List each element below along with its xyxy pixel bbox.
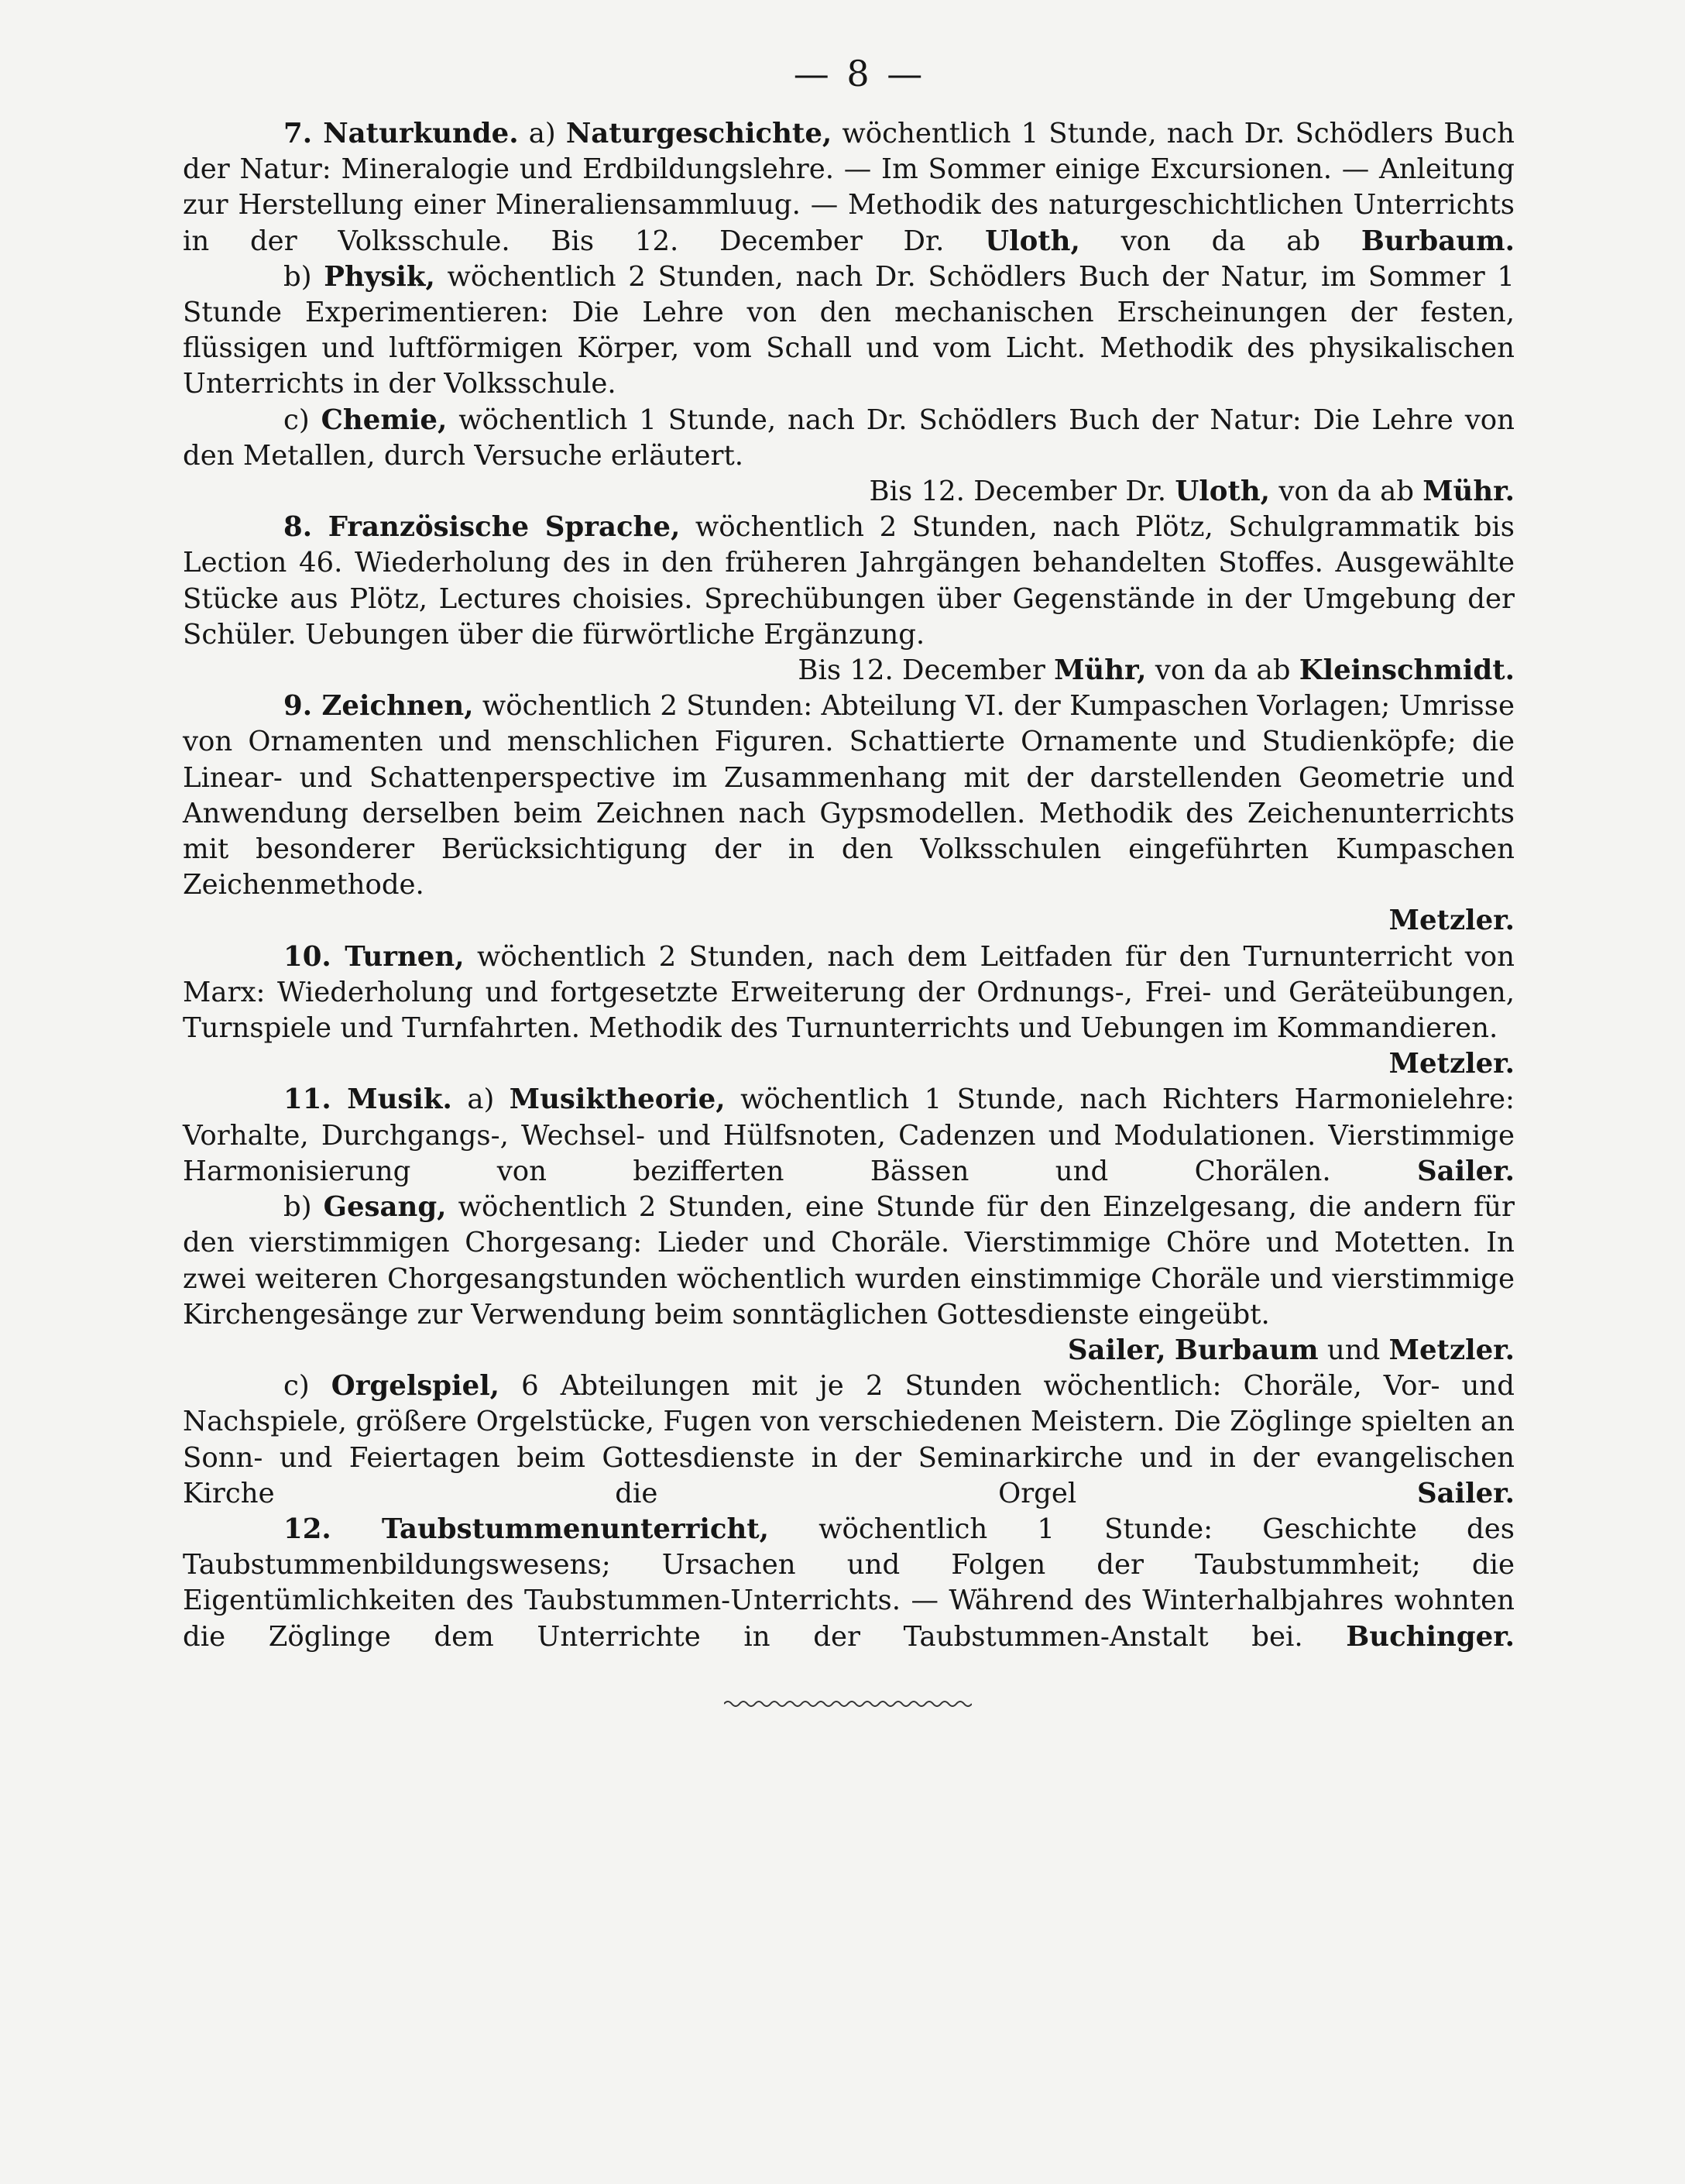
teacher-name: Burbaum <box>1174 1334 1319 1366</box>
section-musik <box>183 1082 1515 1511</box>
subsection-label: a) <box>467 1083 495 1116</box>
paragraph-text: wöchentlich 2 Stunden, nach dem Leitfaden für den Turnunterricht von Marx: Wiederholung und fortgesetzte Erweiterung der Ordnungs-, Frei- und Geräteübungen, Turnspiele und Turnfahrten. Methodik des Turnunterrichts und Uebungen im Kommandieren. <box>183 940 1515 1045</box>
paragraph-text: 6 Abteilungen mit je 2 Stunden wöchentlich: Choräle, Vor- und Nachspiele, größere Orgelstücke, Fugen von verschiedenen Meistern. Die Zöglinge spielten an Sonn- und Feiertagen beim Gottesdienste in der Seminarkirche und in der evangelischen Kirche die Orgel <box>183 1370 1515 1509</box>
paragraph-text: wöchentlich 2 Stunden, nach Dr. Schödlers Buch der Natur, im Sommer 1 Stunde Experimentieren: Die Lehre von den mechanischen Erscheinungen der festen, flüssigen und luftförmigen Körper, vom Schall und vom Licht. Methodik des physikalischen Unterrichts in der Volksschule. <box>183 260 1515 400</box>
musik-c <box>183 1368 1515 1512</box>
teacher-name: Sailer. <box>1416 1155 1515 1187</box>
taubstummen-text <box>183 1512 1515 1655</box>
teacher-name: Buchinger. <box>1346 1620 1515 1653</box>
paragraph-text: wöchentlich 2 Stunden, eine Stunde für den Einzelgesang, die andern für den vierstimmigen Chorgesang: Lieder und Choräle. Vierstimmige Chöre und Motetten. In zwei weiteren Chorgesangstunden wöchentlich wurden einstimmige Choräle und vierstimmige Kirchengesänge zur Verwendung beim sonntäglichen Gottesdienste eingeübt. <box>183 1191 1515 1331</box>
paragraph-text: wöchentlich 1 Stunde, nach Dr. Schödlers Buch der Natur: Die Lehre von den Metallen, durch Versuche erläutert. <box>183 403 1515 472</box>
subsection-title: Physik, <box>324 260 435 293</box>
section-heading: 12. Taubstummenunterricht, <box>283 1513 770 1545</box>
teacher-name: Kleinschmidt. <box>1299 654 1515 687</box>
franzoesisch-text <box>183 510 1515 653</box>
section-naturkunde <box>183 116 1515 510</box>
page-number: — 8 — <box>793 53 926 94</box>
section-zeichnen <box>183 689 1515 939</box>
section-taubstummen <box>183 1512 1515 1655</box>
paragraph-text: wöchentlich 1 Stunde: Geschichte des Taubstummenbildungswesens; Ursachen und Folgen der Taubstummheit; die Eigentümlichkeiten des Taubstummen-Unterrichts. — Während des Winterhalbjahres wohnten die Zöglinge dem Unterrichte in der Taubstummen-Anstalt bei. <box>183 1513 1515 1653</box>
subsection-title: Musiktheorie, <box>509 1083 726 1116</box>
teacher-line: Sailer, Burbaum und Metzler. <box>1067 1334 1515 1366</box>
zeichnen-text <box>183 689 1515 903</box>
paragraph-text: wöchentlich 1 Stunde, nach Dr. Schödlers Buch der Natur: Mineralogie und Erdbildungslehre. — Im Sommer einige Excursionen. — Anleitung zur Herstellung einer Mineraliensammluug. — Methodik des naturgeschichtlichen Unterrichts in der Volksschule. <box>183 118 1515 257</box>
teacher-name: Sailer. <box>1416 1477 1515 1509</box>
teacher-name: Metzler. <box>1388 1334 1515 1366</box>
naturkunde-b <box>183 259 1515 403</box>
musik-a <box>183 1082 1515 1190</box>
section-franzoesisch <box>183 510 1515 689</box>
teacher-name: Sailer, <box>1067 1334 1166 1366</box>
naturkunde-c <box>183 403 1515 474</box>
subsection-title: Chemie, <box>321 403 448 436</box>
teacher-line: Bis 12. December Dr. Uloth, von da ab Burbaum. <box>551 225 1515 257</box>
section-heading: 10. Turnen, <box>283 940 465 973</box>
subsection-label: c) <box>283 1370 310 1403</box>
teacher-name: Mühr, <box>1054 654 1147 687</box>
naturkunde-a <box>183 116 1515 259</box>
paragraph-text: wöchentlich 2 Stunden: Abteilung VI. der Kumpaschen Vorlagen; Umrisse von Ornamenten und menschlichen Figuren. Schattierte Ornamente und Studienköpfe; die Linear- und Schattenperspective im Zusammenhang mit der darstellenden Geometrie und Anwendung derselben beim Zeichnen nach Gypsmodellen. Methodik des Zeichenunterrichts mit besonderer Berücksichtigung der in den Volksschulen eingeführten Kumpaschen Zeichenmethode. <box>183 690 1515 901</box>
teacher-name: Uloth, <box>985 225 1080 257</box>
teacher-name: Mühr. <box>1422 476 1515 508</box>
section-heading: 7. Naturkunde. <box>283 118 519 149</box>
teacher-line: Bis 12. December Mühr, von da ab Kleinschmidt. <box>798 654 1515 687</box>
section-heading: 9. Zeichnen, <box>283 690 474 723</box>
subsection-label: a) <box>528 118 556 149</box>
teacher-name: Metzler. <box>1388 905 1515 937</box>
teacher-line: Bis 12. December Dr. Uloth, von da ab Mühr. <box>869 476 1515 508</box>
turnen-text <box>183 939 1515 1047</box>
subsection-label: c) <box>283 403 310 436</box>
subsection-title: Gesang, <box>323 1191 447 1224</box>
subsection-label: b) <box>283 260 312 293</box>
section-heading: 11. Musik. <box>283 1083 452 1116</box>
teacher-name: Uloth, <box>1175 476 1271 508</box>
musik-b <box>183 1190 1515 1333</box>
teacher-line <box>183 903 1515 939</box>
section-heading: 8. Französische Sprache, <box>283 511 681 544</box>
teacher-name: Burbaum. <box>1361 225 1515 257</box>
ornament-divider <box>724 1698 972 1709</box>
teacher-line <box>183 1046 1515 1082</box>
subsection-label: b) <box>283 1191 312 1224</box>
paragraph-text: wöchentlich 2 Stunden, nach Plötz, Schulgrammatik bis Lection 46. Wiederholung des in den früheren Jahrgängen behandelten Stoffes. Ausgewählte Stücke aus Plötz, Lectures choisies. Sprechübungen über Gegenstände in der Umgebung der Schüler. Uebungen über die fürwörtliche Ergänzung. <box>183 511 1515 651</box>
paragraph-text: wöchentlich 1 Stunde, nach Richters Harmonielehre: Vorhalte, Durchgangs-, Wechsel- und Hülfsnoten, Cadenzen und Modulationen. Vierstimmige Harmonisierung von bezifferten Bässen und Chorälen. <box>183 1083 1515 1187</box>
section-turnen <box>183 939 1515 1083</box>
subsection-title: Orgelspiel, <box>331 1370 500 1403</box>
teacher-name: Metzler. <box>1388 1048 1515 1080</box>
subsection-title: Naturgeschichte, <box>565 118 832 149</box>
page-body <box>183 116 1515 1655</box>
